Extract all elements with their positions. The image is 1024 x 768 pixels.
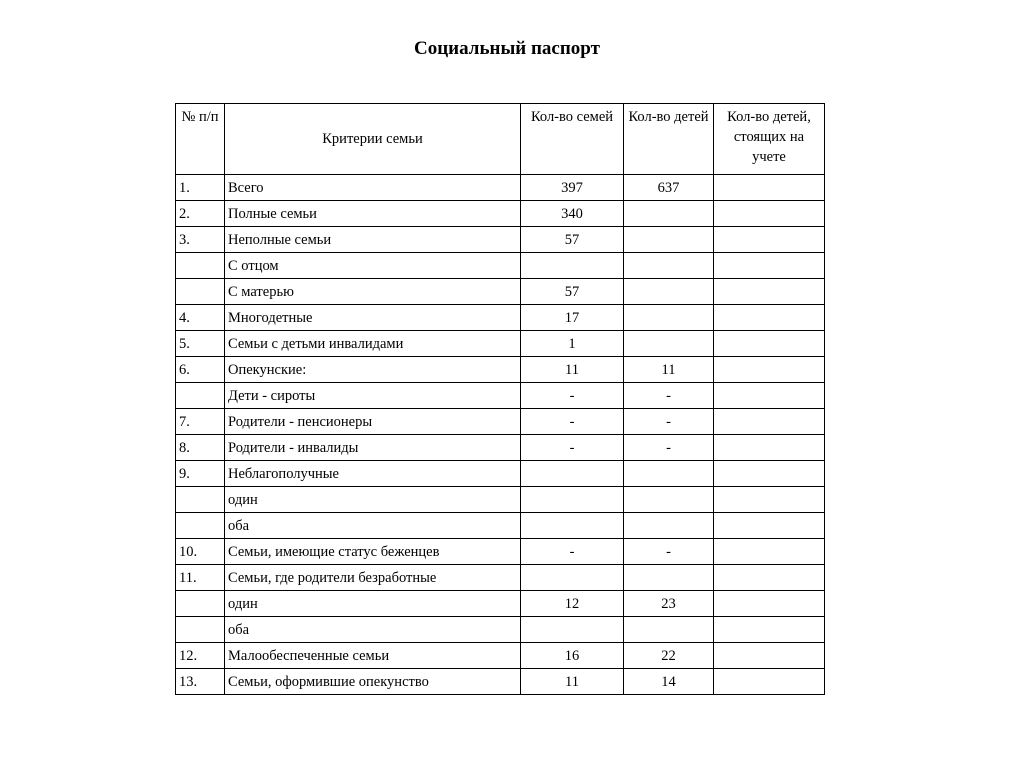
table-row: [176, 669, 825, 695]
row-families-count: 12: [521, 591, 624, 617]
row-families-count: -: [521, 409, 624, 435]
row-criteria: Родители - пенсионеры: [225, 409, 521, 435]
row-registered-count: [714, 539, 825, 565]
row-children-count: 22: [624, 643, 714, 669]
row-children-count: 23: [624, 591, 714, 617]
row-criteria: Родители - инвалиды: [225, 435, 521, 461]
row-number: 9.: [176, 461, 225, 487]
row-criteria: Опекунские:: [225, 357, 521, 383]
row-families-count: 397: [521, 175, 624, 201]
row-registered-count: [714, 331, 825, 357]
row-criteria: один: [225, 487, 521, 513]
row-criteria: Неполные семьи: [225, 227, 521, 253]
row-families-count: 57: [521, 279, 624, 305]
table-row: [176, 383, 825, 409]
table-row: [176, 513, 825, 539]
row-families-count: 16: [521, 643, 624, 669]
row-number: [176, 487, 225, 513]
row-children-count: [624, 201, 714, 227]
header-families: Кол-во семей: [521, 104, 624, 175]
row-children-count: -: [624, 383, 714, 409]
row-criteria: Малообеспеченные семьи: [225, 643, 521, 669]
row-registered-count: [714, 643, 825, 669]
row-number: 7.: [176, 409, 225, 435]
row-registered-count: [714, 357, 825, 383]
table-row: [176, 409, 825, 435]
row-number: 8.: [176, 435, 225, 461]
row-families-count: 11: [521, 357, 624, 383]
table-row: [176, 643, 825, 669]
table-row: [176, 201, 825, 227]
row-families-count: -: [521, 539, 624, 565]
row-children-count: [624, 487, 714, 513]
row-registered-count: [714, 565, 825, 591]
row-children-count: [624, 617, 714, 643]
row-families-count: [521, 253, 624, 279]
row-registered-count: [714, 435, 825, 461]
row-number: 5.: [176, 331, 225, 357]
row-families-count: 11: [521, 669, 624, 695]
table-row: [176, 227, 825, 253]
row-registered-count: [714, 487, 825, 513]
row-criteria: Семьи с детьми инвалидами: [225, 331, 521, 357]
row-number: 3.: [176, 227, 225, 253]
row-number: 10.: [176, 539, 225, 565]
table-row: [176, 279, 825, 305]
row-registered-count: [714, 513, 825, 539]
row-number: 6.: [176, 357, 225, 383]
row-registered-count: [714, 175, 825, 201]
row-children-count: -: [624, 409, 714, 435]
page-title: Социальный паспорт: [414, 38, 600, 59]
row-families-count: 17: [521, 305, 624, 331]
row-children-count: [624, 227, 714, 253]
table-row: [176, 357, 825, 383]
row-number: [176, 617, 225, 643]
row-families-count: -: [521, 383, 624, 409]
row-criteria: Неблагополучные: [225, 461, 521, 487]
row-number: 4.: [176, 305, 225, 331]
row-families-count: [521, 513, 624, 539]
row-registered-count: [714, 227, 825, 253]
table-row: [176, 591, 825, 617]
row-number: [176, 253, 225, 279]
row-number: [176, 383, 225, 409]
row-families-count: 57: [521, 227, 624, 253]
row-children-count: -: [624, 539, 714, 565]
row-children-count: [624, 513, 714, 539]
row-number: 2.: [176, 201, 225, 227]
row-children-count: [624, 565, 714, 591]
row-registered-count: [714, 617, 825, 643]
row-children-count: 14: [624, 669, 714, 695]
row-registered-count: [714, 591, 825, 617]
row-families-count: 1: [521, 331, 624, 357]
table-row: [176, 331, 825, 357]
row-number: 11.: [176, 565, 225, 591]
row-families-count: -: [521, 435, 624, 461]
row-registered-count: [714, 669, 825, 695]
row-children-count: [624, 461, 714, 487]
row-criteria: оба: [225, 513, 521, 539]
row-number: 13.: [176, 669, 225, 695]
row-criteria: оба: [225, 617, 521, 643]
row-registered-count: [714, 201, 825, 227]
row-children-count: [624, 279, 714, 305]
row-children-count: -: [624, 435, 714, 461]
row-children-count: [624, 331, 714, 357]
row-families-count: [521, 565, 624, 591]
table-row: [176, 617, 825, 643]
table-row: [176, 305, 825, 331]
row-number: [176, 513, 225, 539]
header-registered: Кол-во детей, стоящих на учете: [714, 104, 825, 175]
row-criteria: Дети - сироты: [225, 383, 521, 409]
row-criteria: один: [225, 591, 521, 617]
row-number: [176, 591, 225, 617]
table-row: [176, 565, 825, 591]
row-criteria: Семьи, имеющие статус беженцев: [225, 539, 521, 565]
row-criteria: Всего: [225, 175, 521, 201]
table-row: [176, 461, 825, 487]
row-registered-count: [714, 253, 825, 279]
row-families-count: 340: [521, 201, 624, 227]
row-criteria: Полные семьи: [225, 201, 521, 227]
row-children-count: 637: [624, 175, 714, 201]
header-num: № п/п: [176, 104, 225, 175]
row-number: 12.: [176, 643, 225, 669]
social-passport-table: [175, 103, 825, 695]
header-criteria: Критерии семьи: [225, 104, 521, 175]
row-registered-count: [714, 461, 825, 487]
row-registered-count: [714, 279, 825, 305]
row-registered-count: [714, 409, 825, 435]
row-criteria: Многодетные: [225, 305, 521, 331]
header-children: Кол-во детей: [624, 104, 714, 175]
row-registered-count: [714, 383, 825, 409]
row-families-count: [521, 617, 624, 643]
table-row: [176, 175, 825, 201]
row-registered-count: [714, 305, 825, 331]
row-children-count: [624, 253, 714, 279]
row-children-count: 11: [624, 357, 714, 383]
row-criteria: Семьи, где родители безработные: [225, 565, 521, 591]
row-number: 1.: [176, 175, 225, 201]
table-row: [176, 253, 825, 279]
table-row: [176, 539, 825, 565]
row-number: [176, 279, 225, 305]
row-criteria: С отцом: [225, 253, 521, 279]
row-criteria: Семьи, оформившие опекунство: [225, 669, 521, 695]
row-criteria: С матерью: [225, 279, 521, 305]
row-families-count: [521, 461, 624, 487]
table-header-row: [176, 104, 825, 175]
table-body: [176, 175, 825, 695]
table-row: [176, 487, 825, 513]
row-children-count: [624, 305, 714, 331]
table-row: [176, 435, 825, 461]
row-families-count: [521, 487, 624, 513]
